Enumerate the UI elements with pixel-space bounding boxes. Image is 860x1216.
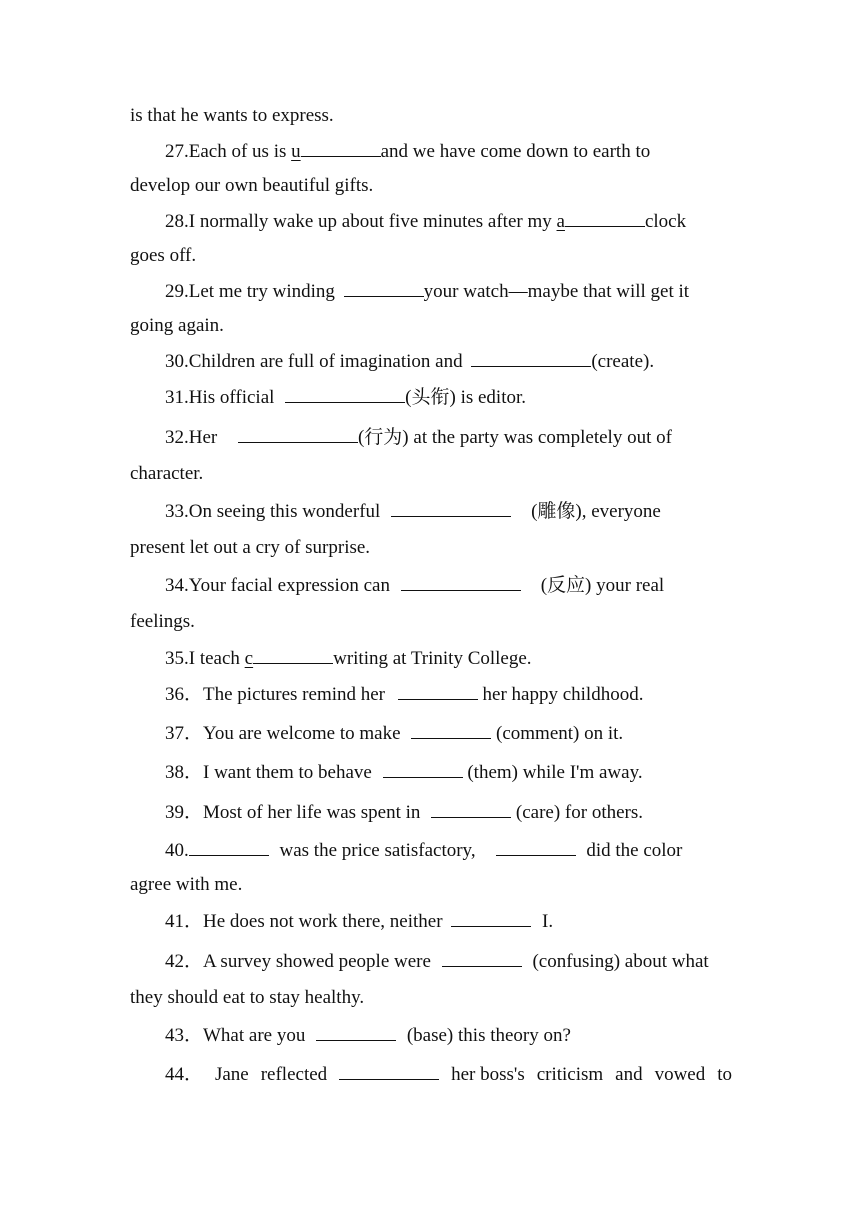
question-text: 33.On seeing this wonderful (165, 501, 386, 522)
answer-blank[interactable] (253, 646, 333, 664)
hint-letter: u (291, 141, 301, 162)
answer-blank[interactable] (238, 425, 358, 443)
question-text: 28.I normally wake up about five minutes after my (165, 211, 557, 232)
question-text: criticism (536, 1064, 604, 1085)
question-text: 32.Her (165, 427, 222, 448)
text-line (130, 610, 195, 634)
answer-blank[interactable] (442, 949, 522, 967)
line-text: develop our own beautiful gifts. (130, 175, 374, 196)
question-text: (头衔) is editor. (405, 387, 527, 408)
line-text: present let out a cry of surprise. (130, 537, 371, 558)
line-text: they should eat to stay healthy. (130, 987, 365, 1008)
question-37 (165, 721, 623, 746)
answer-blank[interactable] (401, 573, 521, 591)
question-27 (165, 139, 650, 164)
text-line (130, 873, 242, 897)
answer-blank[interactable] (189, 838, 269, 856)
question-text: 37．You are welcome to make (165, 723, 406, 744)
text-line (130, 314, 224, 338)
question-text: (create). (591, 351, 655, 372)
question-text: 31.His official (165, 387, 280, 408)
line-text: feelings. (130, 611, 195, 632)
question-text: to (717, 1064, 732, 1085)
question-text: (行为) at the party was completely out of (357, 427, 672, 448)
question-42 (165, 949, 709, 974)
question-text: 41．He does not work there, neither (165, 911, 448, 932)
answer-blank[interactable] (565, 209, 645, 227)
question-text: clock (644, 211, 687, 232)
line-text: going again. (130, 315, 224, 336)
question-text: 40. (165, 840, 189, 861)
question-43 (165, 1023, 571, 1048)
answer-blank[interactable] (339, 1062, 439, 1080)
text-line (130, 244, 196, 268)
question-text: 36．The pictures remind her (165, 684, 390, 705)
question-29 (165, 279, 689, 304)
question-text: 35.I teach (165, 648, 245, 669)
question-text: her happy childhood. (477, 684, 644, 705)
line-text: character. (130, 463, 204, 484)
question-text: and (615, 1064, 643, 1085)
question-text: 30.Children are full of imagination and (165, 351, 468, 372)
answer-blank[interactable] (431, 800, 511, 818)
question-text: 38．I want them to behave (165, 762, 377, 783)
question-30 (165, 349, 654, 374)
question-text: 42．A survey showed people were (165, 951, 436, 972)
answer-blank[interactable] (344, 279, 424, 297)
question-text: I. (537, 911, 554, 932)
text-line (130, 104, 334, 128)
question-32 (165, 425, 672, 450)
question-text: your watch—maybe that will get it (423, 281, 690, 302)
question-text: was the price satisfactory, (274, 840, 476, 861)
question-text: (雕像), everyone (531, 501, 661, 522)
question-40 (165, 838, 682, 863)
answer-blank[interactable] (391, 499, 511, 517)
answer-blank[interactable] (411, 721, 491, 739)
question-34 (165, 573, 664, 598)
answer-blank[interactable] (301, 139, 381, 157)
question-text: vowed (654, 1064, 706, 1085)
hint-letter: a (556, 211, 565, 232)
question-text: (them) while I'm away. (462, 762, 643, 783)
question-text: and we have come down to earth to (380, 141, 651, 162)
text-line (130, 986, 364, 1010)
answer-blank[interactable] (398, 682, 478, 700)
question-text: reflected (260, 1064, 328, 1085)
question-36 (165, 682, 643, 707)
text-line (130, 174, 373, 198)
question-text: 44． (165, 1064, 204, 1085)
question-35 (165, 646, 532, 671)
answer-blank[interactable] (471, 349, 591, 367)
hint-letter: c (244, 648, 254, 669)
answer-blank[interactable] (451, 909, 531, 927)
question-39 (165, 800, 643, 825)
question-31 (165, 385, 526, 410)
question-text: (confusing) about what (527, 951, 709, 972)
line-text: agree with me. (130, 874, 243, 895)
question-text: 27.Each of us is (165, 141, 292, 162)
text-line (130, 536, 370, 560)
question-text: Jane (214, 1064, 249, 1085)
question-text: writing at Trinity College. (333, 648, 532, 669)
answer-blank[interactable] (496, 838, 576, 856)
question-text: 29.Let me try winding (165, 281, 340, 302)
question-44 (165, 1062, 732, 1087)
answer-blank[interactable] (285, 385, 405, 403)
question-text: (comment) on it. (491, 723, 624, 744)
question-text: (care) for others. (511, 802, 644, 823)
question-text: 43．What are you (165, 1025, 311, 1046)
question-text: 34.Your facial expression can (165, 575, 395, 596)
answer-blank[interactable] (316, 1023, 396, 1041)
question-41 (165, 909, 553, 934)
question-33 (165, 499, 661, 524)
line-text: is that he wants to express. (130, 105, 334, 126)
answer-blank[interactable] (383, 760, 463, 778)
question-38 (165, 760, 643, 785)
question-28 (165, 209, 686, 234)
line-text: goes off. (130, 245, 197, 266)
question-text: (反应) your real (540, 575, 665, 596)
question-text: (base) this theory on? (402, 1025, 571, 1046)
question-text: her boss's (451, 1064, 525, 1085)
question-text: 39．Most of her life was spent in (165, 802, 426, 823)
question-text: did the color (581, 840, 683, 861)
text-line (130, 462, 203, 486)
